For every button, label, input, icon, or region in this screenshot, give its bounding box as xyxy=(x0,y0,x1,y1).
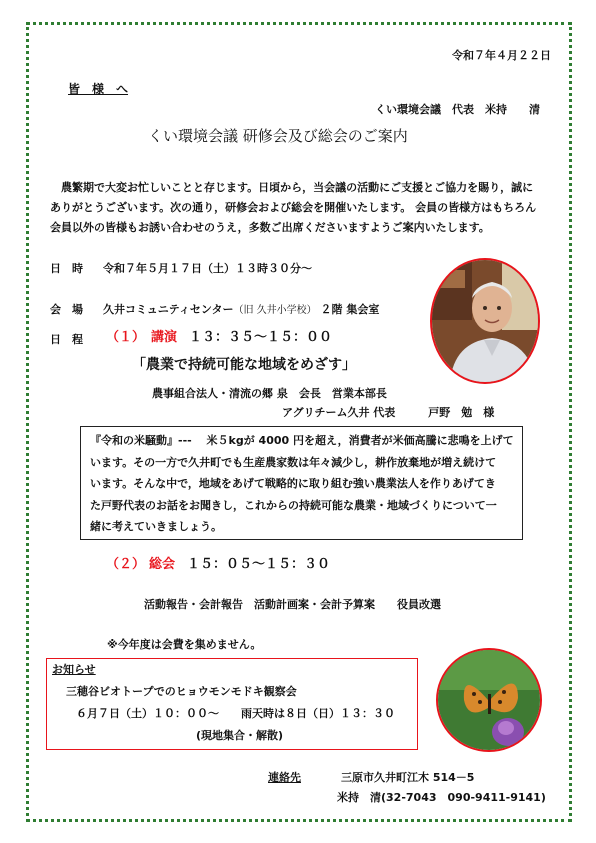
intro-line: 会員以外の皆様もお誘い合わせのうえ，多数ご出席くださいますようご案内いたします。 xyxy=(50,221,490,234)
lecture-description xyxy=(90,430,514,538)
notice-date: ６月７日（土）１０：００～ 雨天時は８日（日）１３：３０ xyxy=(76,707,395,720)
general-meeting-heading xyxy=(106,558,330,572)
fee-note: ※今年度は会費を集めません。 xyxy=(107,638,262,651)
description-line: 緒に考えていきましょう。 xyxy=(90,520,222,533)
intro-line: 農繁期で大変お忙しいことと存じます。日頃から，当会議の活動にご支援とご協力を賜り，誠に xyxy=(50,181,534,194)
lecture-heading xyxy=(106,331,332,345)
agenda: 活動報告・会計報告 活動計画案・会計予算案 役員改選 xyxy=(144,598,441,611)
description-line: います。そんな中で，地域をあげて戦略的に取り組む強い農業法人を作りあげてき xyxy=(90,477,496,490)
document-date: 令和７年４月２２日 xyxy=(452,49,551,62)
lecture-time: １３：３５～１５：００ xyxy=(189,330,333,345)
page-title: くい環境会議 研修会及び総会のご案内 xyxy=(148,127,408,145)
notice-event: 三穂谷ビオトープでのヒョウモンモドキ観察会 xyxy=(66,685,297,698)
meeting-number: （２） xyxy=(106,557,146,572)
lecture-number: （１） xyxy=(106,330,146,345)
meeting-time: １５：０５～１５：３０ xyxy=(187,557,331,572)
venue-value xyxy=(103,303,379,318)
butterfly-photo xyxy=(436,648,542,752)
venue-room: ２階 集会室 xyxy=(320,303,380,316)
venue-note: （旧 久井小学校） xyxy=(233,305,317,316)
lecture-name: 講演 xyxy=(151,330,178,345)
speaker-line-2: アグリチーム久井 代表 戸野 勉 様 xyxy=(282,406,495,419)
notice-meeting: (現地集合・解散) xyxy=(196,729,284,742)
description-line: た戸野代表のお話をお聞きし，これからの持続可能な農業・地域づくりについて一 xyxy=(90,498,497,512)
lecture-theme: 「農業で持続可能な地域をめざす」 xyxy=(132,357,356,373)
contact-label: 連絡先 xyxy=(268,771,301,784)
butterfly-image xyxy=(438,650,540,750)
intro-line: ありがとうございます。次の通り，研修会および総会を開催いたします。 会員の皆様方はもちろん xyxy=(50,201,537,214)
intro-paragraph xyxy=(50,178,536,238)
description-line: 『令和の米騒動』--- 米５kgが 4000 円を超え，消費者が米価高騰に悲鳴を上げて xyxy=(90,434,514,447)
portrait-image xyxy=(432,260,538,382)
schedule-label: 日 程 xyxy=(50,333,83,346)
portrait-photo xyxy=(430,258,540,384)
contact-address: 三原市久井町江木 514－5 xyxy=(341,771,475,784)
venue-label: 会 場 xyxy=(50,303,83,316)
datetime-label: 日 時 xyxy=(50,262,83,275)
datetime-value: 令和７年５月１７日（土）１３時３０分～ xyxy=(103,262,312,275)
sender: くい環境会議 代表 米持 清 xyxy=(375,103,540,116)
notice-heading: お知らせ xyxy=(52,663,96,676)
speaker-line-1: 農事組合法人・清流の郷 泉 会長 営業本部長 xyxy=(152,387,387,400)
venue-name: 久井コミュニティセンター xyxy=(103,303,234,316)
description-line: います。その一方で久井町でも生産農家数は年々減少し，耕作放棄地が増え続けて xyxy=(90,455,497,469)
meeting-name: 総会 xyxy=(149,557,176,572)
contact-person: 米持 清(32-7043 090-9411-9141) xyxy=(337,791,546,804)
salutation: 皆 様 へ xyxy=(68,82,129,96)
